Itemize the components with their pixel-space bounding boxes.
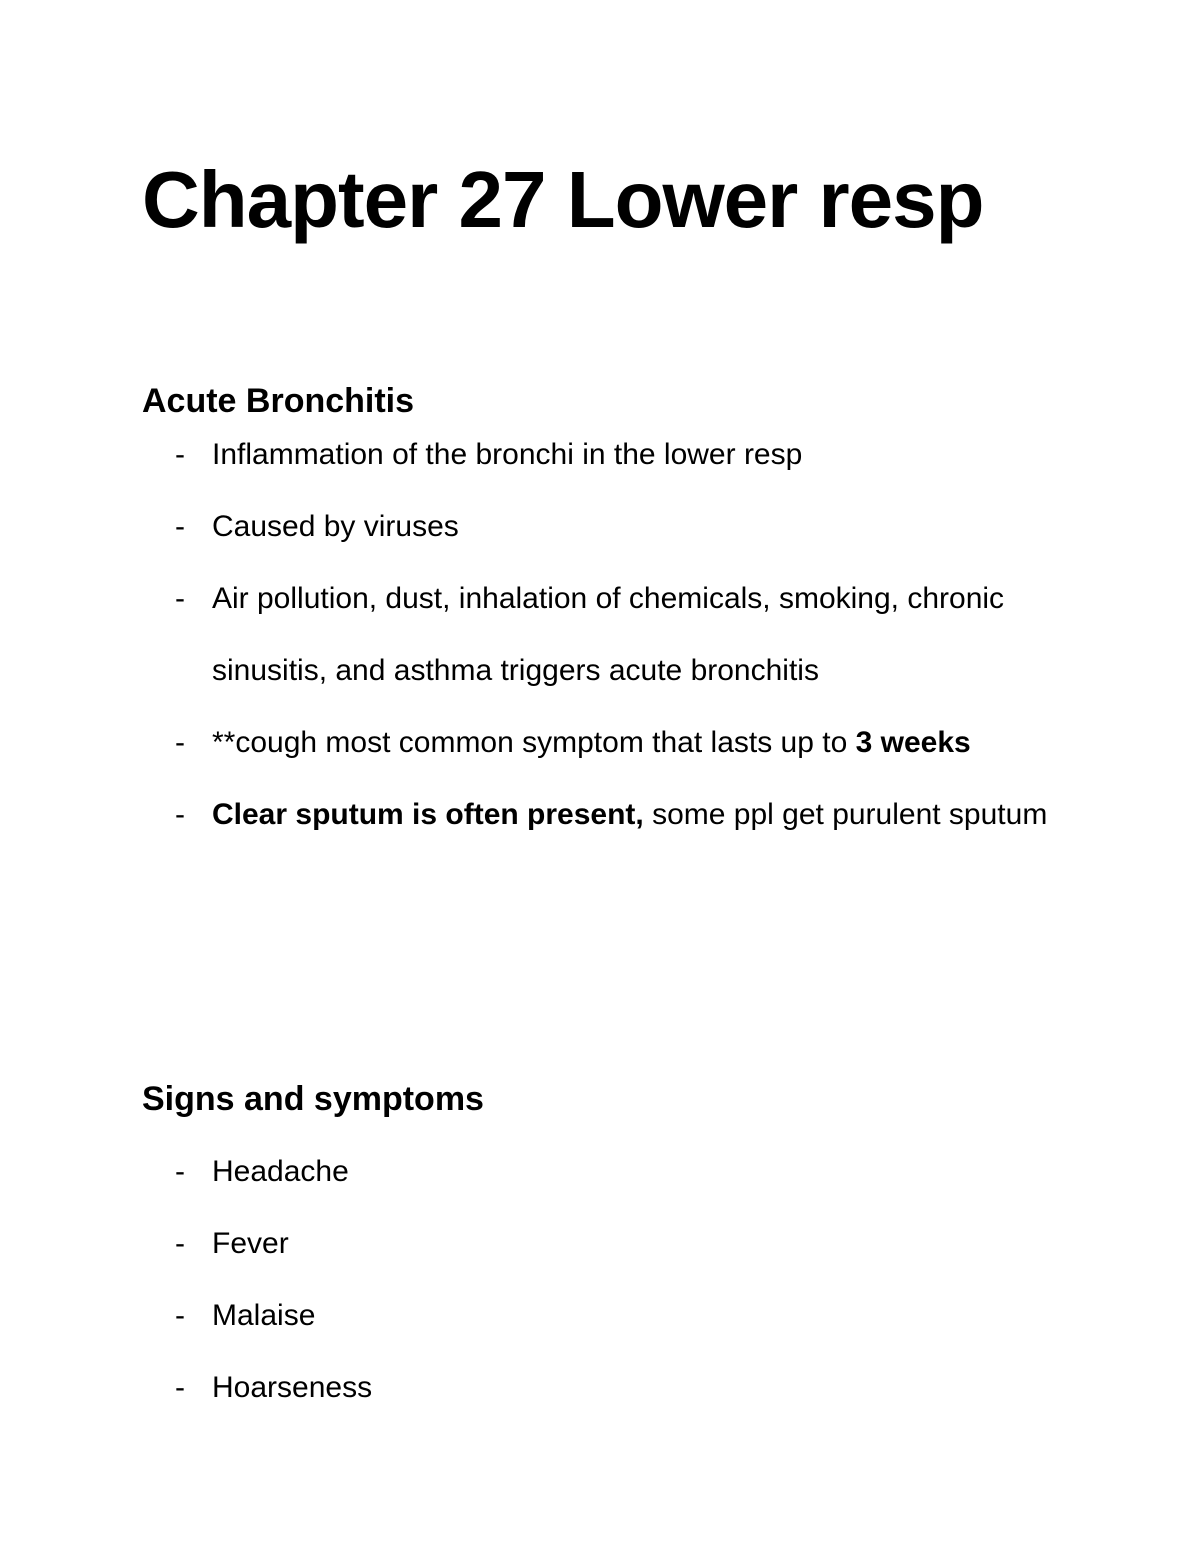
list-item [175, 1280, 1075, 1352]
list-item-text-plain: some ppl get purulent sputum [643, 798, 1048, 831]
list-item-text: Headache [212, 1155, 349, 1188]
list-item [175, 1208, 1075, 1280]
document-title: Chapter 27 Lower resp [142, 155, 984, 244]
list-item-text [212, 707, 1062, 779]
list-item-text [212, 779, 1062, 851]
list-item-text: Inflammation of the bronchi in the lower resp [212, 438, 803, 471]
list-item-text: Caused by viruses [212, 510, 459, 543]
list-item-text: Fever [212, 1227, 289, 1260]
dash-bullet: - [175, 510, 185, 543]
section-heading-acute-bronchitis: Acute Bronchitis [142, 382, 415, 420]
section-heading-signs-and-symptoms: Signs and symptoms [142, 1080, 484, 1118]
dash-bullet: - [175, 1299, 185, 1332]
list-item [175, 1136, 1075, 1208]
list-item [175, 707, 1075, 779]
acute-bronchitis-list [175, 419, 1075, 851]
dash-bullet: - [175, 1371, 185, 1404]
list-item [175, 419, 1075, 491]
dash-bullet: - [175, 438, 185, 471]
list-item [175, 491, 1075, 563]
dash-bullet: - [175, 726, 185, 759]
list-item-text: Air pollution, dust, inhalation of chemicals, smoking, chronic sinusitis, and asthma triggers acute bronchitis [212, 582, 1005, 687]
list-item-text-bold: Clear sputum is often present, [212, 798, 644, 831]
dash-bullet: - [175, 582, 185, 615]
signs-and-symptoms-list [175, 1136, 1075, 1424]
list-item-text: Malaise [212, 1299, 316, 1332]
dash-bullet: - [175, 798, 185, 831]
list-item-text-bold: 3 weeks [855, 726, 971, 759]
list-item-text: Hoarseness [212, 1371, 373, 1404]
list-item [175, 779, 1075, 851]
list-item [175, 563, 1075, 707]
dash-bullet: - [175, 1227, 185, 1260]
list-item [175, 1352, 1075, 1424]
dash-bullet: - [175, 1155, 185, 1188]
list-item-text-plain: **cough most common symptom that lasts up to [212, 726, 856, 759]
